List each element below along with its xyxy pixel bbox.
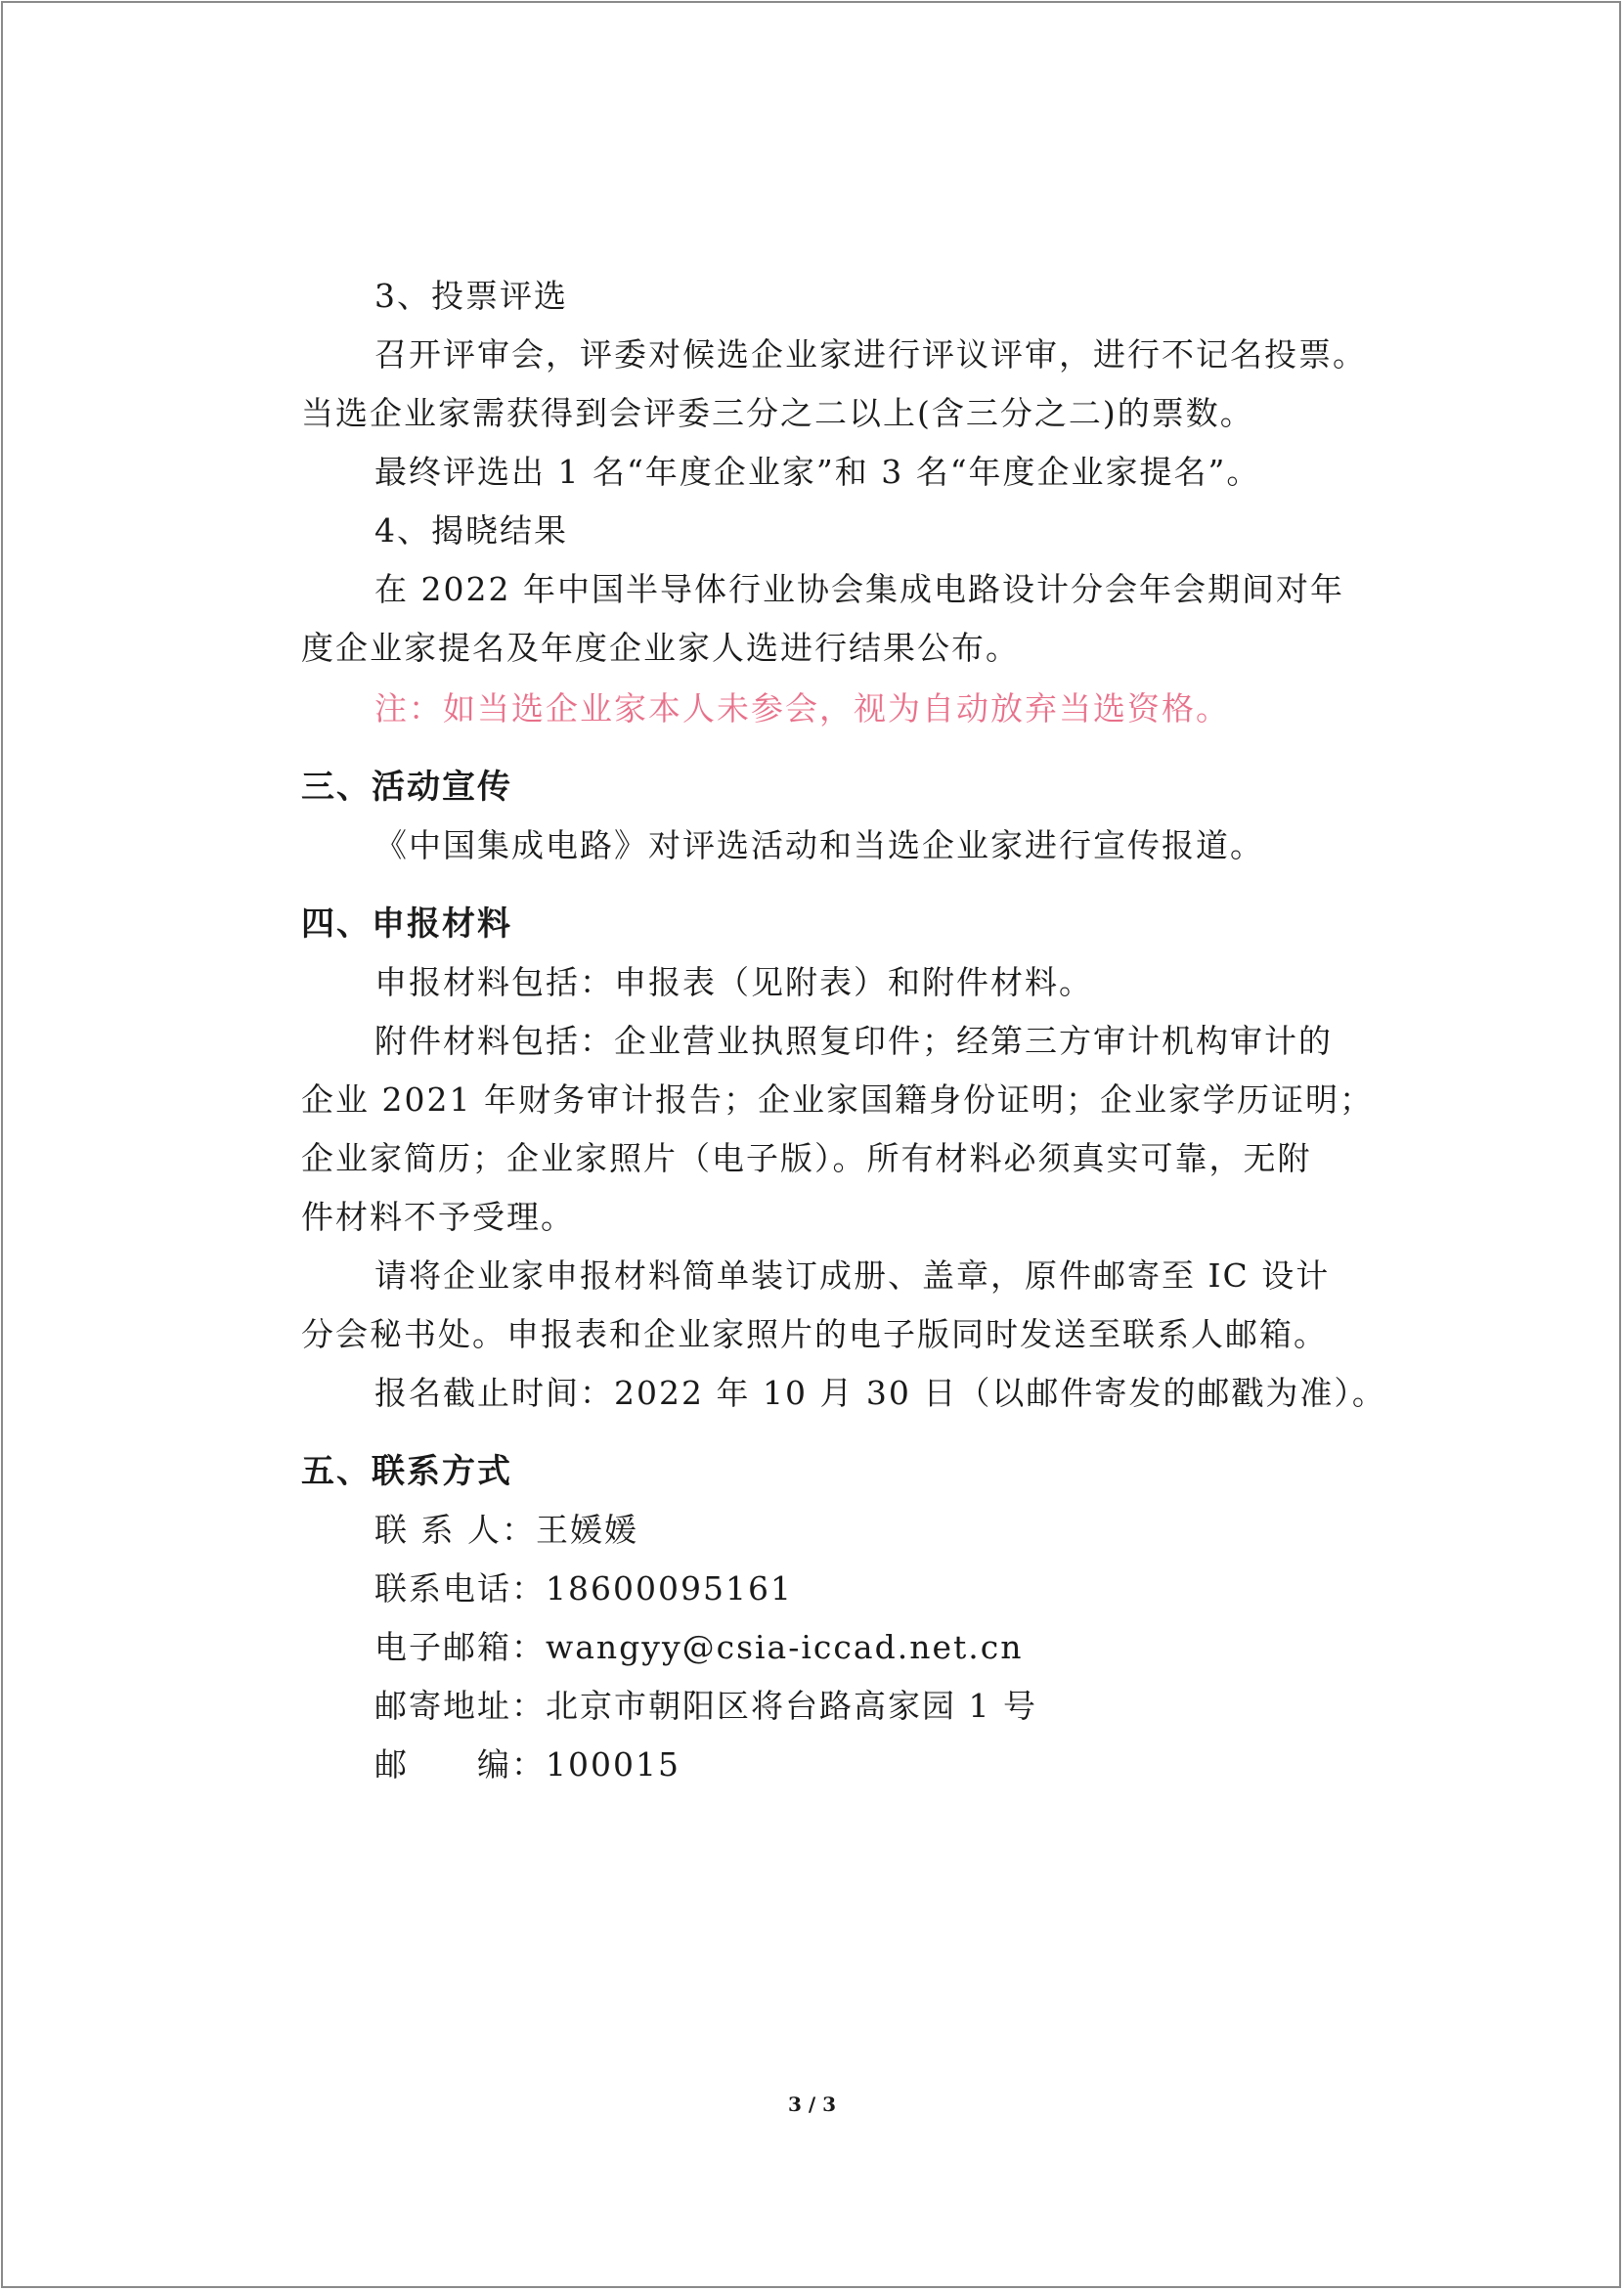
contact-address: 邮寄地址：北京市朝阳区将台路高家园 1 号 — [374, 1687, 1037, 1725]
paragraph-line: 在 2022 年中国半导体行业协会集成电路设计分会年会期间对年 — [374, 570, 1344, 608]
subsection-voting-title: 3、投票评选 — [374, 277, 568, 315]
paragraph-line: 当选企业家需获得到会评委三分之二以上(含三分之二)的票数。 — [301, 394, 1254, 432]
paragraph-line: 件材料不予受理。 — [301, 1198, 575, 1236]
deadline-line: 报名截止时间：2022 年 10 月 30 日（以邮件寄发的邮戳为准）。 — [374, 1374, 1386, 1412]
section-heading-publicity: 三、活动宣传 — [301, 768, 512, 807]
paragraph-line: 申报材料包括：申报表（见附表）和附件材料。 — [374, 963, 1093, 1001]
paragraph-line: 度企业家提名及年度企业家人选进行结果公布。 — [301, 629, 1020, 667]
contact-email: 电子邮箱：wangyy@csia-iccad.net.cn — [374, 1628, 1024, 1666]
paragraph-line: 企业 2021 年财务审计报告；企业家国籍身份证明；企业家学历证明； — [301, 1080, 1374, 1119]
contact-postcode: 邮 编：100015 — [374, 1745, 680, 1784]
paragraph-line: 《中国集成电路》对评选活动和当选企业家进行宣传报道。 — [374, 826, 1264, 864]
section-heading-materials: 四、申报材料 — [301, 904, 512, 944]
page-number: 3 / 3 — [787, 2093, 837, 2116]
paragraph-line: 分会秘书处。申报表和企业家照片的电子版同时发送至联系人邮箱。 — [301, 1315, 1328, 1353]
paragraph-line: 企业家简历；企业家照片（电子版）。所有材料必须真实可靠，无附 — [301, 1139, 1312, 1177]
contact-person: 联 系 人：王媛媛 — [374, 1511, 638, 1549]
contact-phone: 联系电话：18600095161 — [374, 1569, 793, 1608]
paragraph-line: 召开评审会，评委对候选企业家进行评议评审，进行不记名投票。 — [374, 335, 1367, 374]
paragraph-line: 附件材料包括：企业营业执照复印件；经第三方审计机构审计的 — [374, 1022, 1333, 1060]
subsection-results-title: 4、揭晓结果 — [374, 511, 568, 550]
paragraph-line: 最终评选出 1 名“年度企业家”和 3 名“年度企业家提名”。 — [374, 453, 1261, 491]
attendance-note: 注：如当选企业家本人未参会，视为自动放弃当选资格。 — [374, 689, 1230, 727]
paragraph-line: 请将企业家申报材料简单装订成册、盖章，原件邮寄至 IC 设计 — [374, 1256, 1331, 1295]
section-heading-contact: 五、联系方式 — [301, 1452, 512, 1491]
